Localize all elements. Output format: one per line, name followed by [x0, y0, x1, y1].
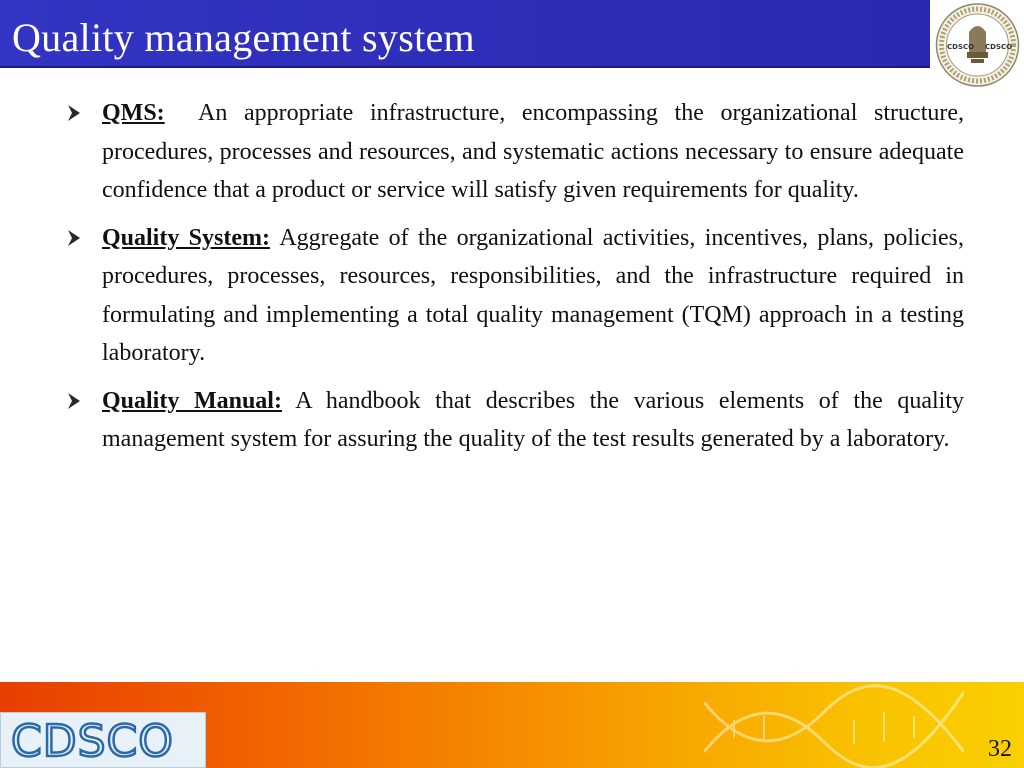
term-quality-manual: Quality Manual:	[102, 387, 282, 414]
term-qms: QMS:	[102, 100, 165, 126]
slide-content	[66, 94, 964, 468]
term-quality-system: Quality System:	[102, 224, 270, 251]
page-number: 32	[988, 736, 1012, 762]
dna-helix-icon	[704, 682, 964, 768]
arrow-bullet-icon	[66, 104, 82, 122]
cdsco-seal	[931, 0, 1024, 90]
bullet-quality-system	[66, 219, 964, 373]
definition-quality-manual: A handbook that describes the various elements of the quality management system for assuring the quality of the test results generated by a laboratory.	[102, 387, 964, 452]
slide-title: Quality management system	[12, 15, 475, 60]
cdsco-logo	[0, 712, 206, 768]
bullet-qms	[66, 94, 964, 210]
title-bar	[0, 0, 930, 68]
bullet-quality-manual	[66, 382, 964, 459]
arrow-bullet-icon	[66, 229, 82, 247]
seal-text-right: CDSCO	[985, 43, 1013, 51]
definition-quality-system: Aggregate of the organizational activities, incentives, plans, policies, procedures, processes, resources, responsibilities, and the infrastructure required in formulating and implementing a total quality management (TQM) approach in a testing laboratory.	[102, 224, 965, 366]
seal-text-left: CDSCO	[947, 43, 975, 51]
definition-qms: An appropriate infrastructure, encompassing the organizational structure, procedures, processes and resources, and systematic actions necessary to ensure adequate confidence that a product or service will satisfy given requirements for quality.	[102, 100, 964, 203]
cdsco-seal-icon	[933, 2, 1022, 88]
arrow-bullet-icon	[66, 392, 82, 410]
cdsco-logo-text: CDSCO	[11, 716, 174, 767]
